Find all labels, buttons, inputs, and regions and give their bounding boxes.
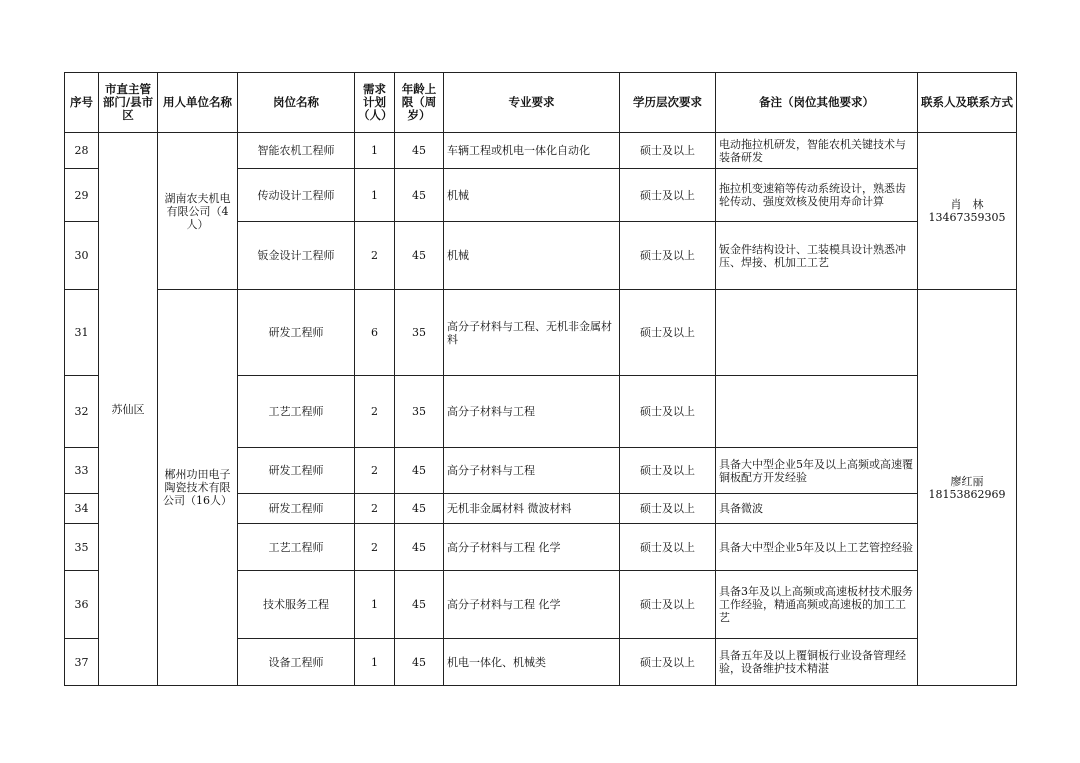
cell-seq: 28 <box>65 133 99 169</box>
cell-position: 设备工程师 <box>238 639 355 686</box>
cell-education: 硕士及以上 <box>620 571 716 639</box>
cell-seq: 30 <box>65 222 99 290</box>
cell-age: 45 <box>395 639 444 686</box>
header-contact: 联系人及联系方式 <box>918 73 1017 133</box>
cell-quota: 2 <box>355 222 395 290</box>
cell-age: 35 <box>395 376 444 448</box>
cell-quota: 2 <box>355 448 395 494</box>
cell-major: 高分子材料与工程、无机非金属材料 <box>444 290 620 376</box>
cell-education: 硕士及以上 <box>620 169 716 222</box>
cell-seq: 36 <box>65 571 99 639</box>
cell-major: 高分子材料与工程 化学 <box>444 571 620 639</box>
cell-position: 研发工程师 <box>238 448 355 494</box>
table-row <box>65 290 1017 376</box>
header-major: 专业要求 <box>444 73 620 133</box>
cell-education: 硕士及以上 <box>620 290 716 376</box>
cell-age: 45 <box>395 494 444 524</box>
cell-age: 45 <box>395 448 444 494</box>
header-dept: 市直主管部门/县市区 <box>99 73 158 133</box>
cell-education: 硕士及以上 <box>620 494 716 524</box>
header-employer: 用人单位名称 <box>158 73 238 133</box>
cell-remarks: 电动拖拉机研发，智能农机关键技术与装备研发 <box>716 133 918 169</box>
cell-education: 硕士及以上 <box>620 524 716 571</box>
cell-quota: 2 <box>355 494 395 524</box>
cell-employer-2: 郴州功田电子陶瓷技术有限公司（16人） <box>158 290 238 686</box>
header-age: 年龄上限（周岁） <box>395 73 444 133</box>
cell-quota: 1 <box>355 639 395 686</box>
cell-position: 传动设计工程师 <box>238 169 355 222</box>
cell-position: 技术服务工程 <box>238 571 355 639</box>
cell-remarks: 具备大中型企业5年及以上高频或高速覆铜板配方开发经验 <box>716 448 918 494</box>
cell-seq: 35 <box>65 524 99 571</box>
cell-seq: 34 <box>65 494 99 524</box>
cell-remarks: 具备大中型企业5年及以上工艺管控经验 <box>716 524 918 571</box>
cell-position: 工艺工程师 <box>238 376 355 448</box>
cell-remarks: 拖拉机变速箱等传动系统设计，熟悉齿轮传动、强度效核及使用寿命计算 <box>716 169 918 222</box>
cell-seq: 33 <box>65 448 99 494</box>
cell-seq: 31 <box>65 290 99 376</box>
cell-major: 高分子材料与工程 化学 <box>444 524 620 571</box>
cell-district: 苏仙区 <box>99 133 158 686</box>
cell-major: 机械 <box>444 222 620 290</box>
header-seq: 序号 <box>65 73 99 133</box>
cell-quota: 2 <box>355 524 395 571</box>
cell-remarks: 具备微波 <box>716 494 918 524</box>
cell-age: 45 <box>395 571 444 639</box>
cell-major: 机电一体化、机械类 <box>444 639 620 686</box>
cell-remarks: 钣金件结构设计、工装模具设计熟悉冲压、焊接、机加工工艺 <box>716 222 918 290</box>
cell-contact-2: 廖红丽 18153862969 <box>918 290 1017 686</box>
cell-quota: 6 <box>355 290 395 376</box>
cell-quota: 1 <box>355 133 395 169</box>
cell-remarks: 具备五年及以上覆铜板行业设备管理经验，设备维护技术精湛 <box>716 639 918 686</box>
cell-remarks <box>716 290 918 376</box>
cell-education: 硕士及以上 <box>620 133 716 169</box>
header-row <box>65 73 1017 133</box>
cell-major: 无机非金属材料 微波材料 <box>444 494 620 524</box>
cell-major: 机械 <box>444 169 620 222</box>
cell-age: 45 <box>395 524 444 571</box>
cell-age: 45 <box>395 169 444 222</box>
cell-education: 硕士及以上 <box>620 448 716 494</box>
cell-contact-1: 肖 林 13467359305 <box>918 133 1017 290</box>
cell-major: 车辆工程或机电一体化自动化 <box>444 133 620 169</box>
cell-education: 硕士及以上 <box>620 222 716 290</box>
recruitment-table <box>64 72 1017 686</box>
cell-seq: 29 <box>65 169 99 222</box>
cell-age: 45 <box>395 222 444 290</box>
cell-employer-1: 湖南农夫机电有限公司（4人） <box>158 133 238 290</box>
cell-age: 35 <box>395 290 444 376</box>
cell-position: 智能农机工程师 <box>238 133 355 169</box>
cell-seq: 37 <box>65 639 99 686</box>
cell-age: 45 <box>395 133 444 169</box>
cell-major: 高分子材料与工程 <box>444 376 620 448</box>
cell-position: 研发工程师 <box>238 494 355 524</box>
cell-remarks: 具备3年及以上高频或高速板材技术服务工作经验，精通高频或高速板的加工工艺 <box>716 571 918 639</box>
cell-remarks <box>716 376 918 448</box>
cell-education: 硕士及以上 <box>620 639 716 686</box>
header-education: 学历层次要求 <box>620 73 716 133</box>
table-row <box>65 133 1017 169</box>
cell-major: 高分子材料与工程 <box>444 448 620 494</box>
cell-education: 硕士及以上 <box>620 376 716 448</box>
header-position: 岗位名称 <box>238 73 355 133</box>
header-quota: 需求计划（人） <box>355 73 395 133</box>
cell-quota: 2 <box>355 376 395 448</box>
header-remarks: 备注（岗位其他要求） <box>716 73 918 133</box>
cell-seq: 32 <box>65 376 99 448</box>
cell-quota: 1 <box>355 571 395 639</box>
cell-position: 工艺工程师 <box>238 524 355 571</box>
cell-position: 研发工程师 <box>238 290 355 376</box>
cell-quota: 1 <box>355 169 395 222</box>
cell-position: 钣金设计工程师 <box>238 222 355 290</box>
